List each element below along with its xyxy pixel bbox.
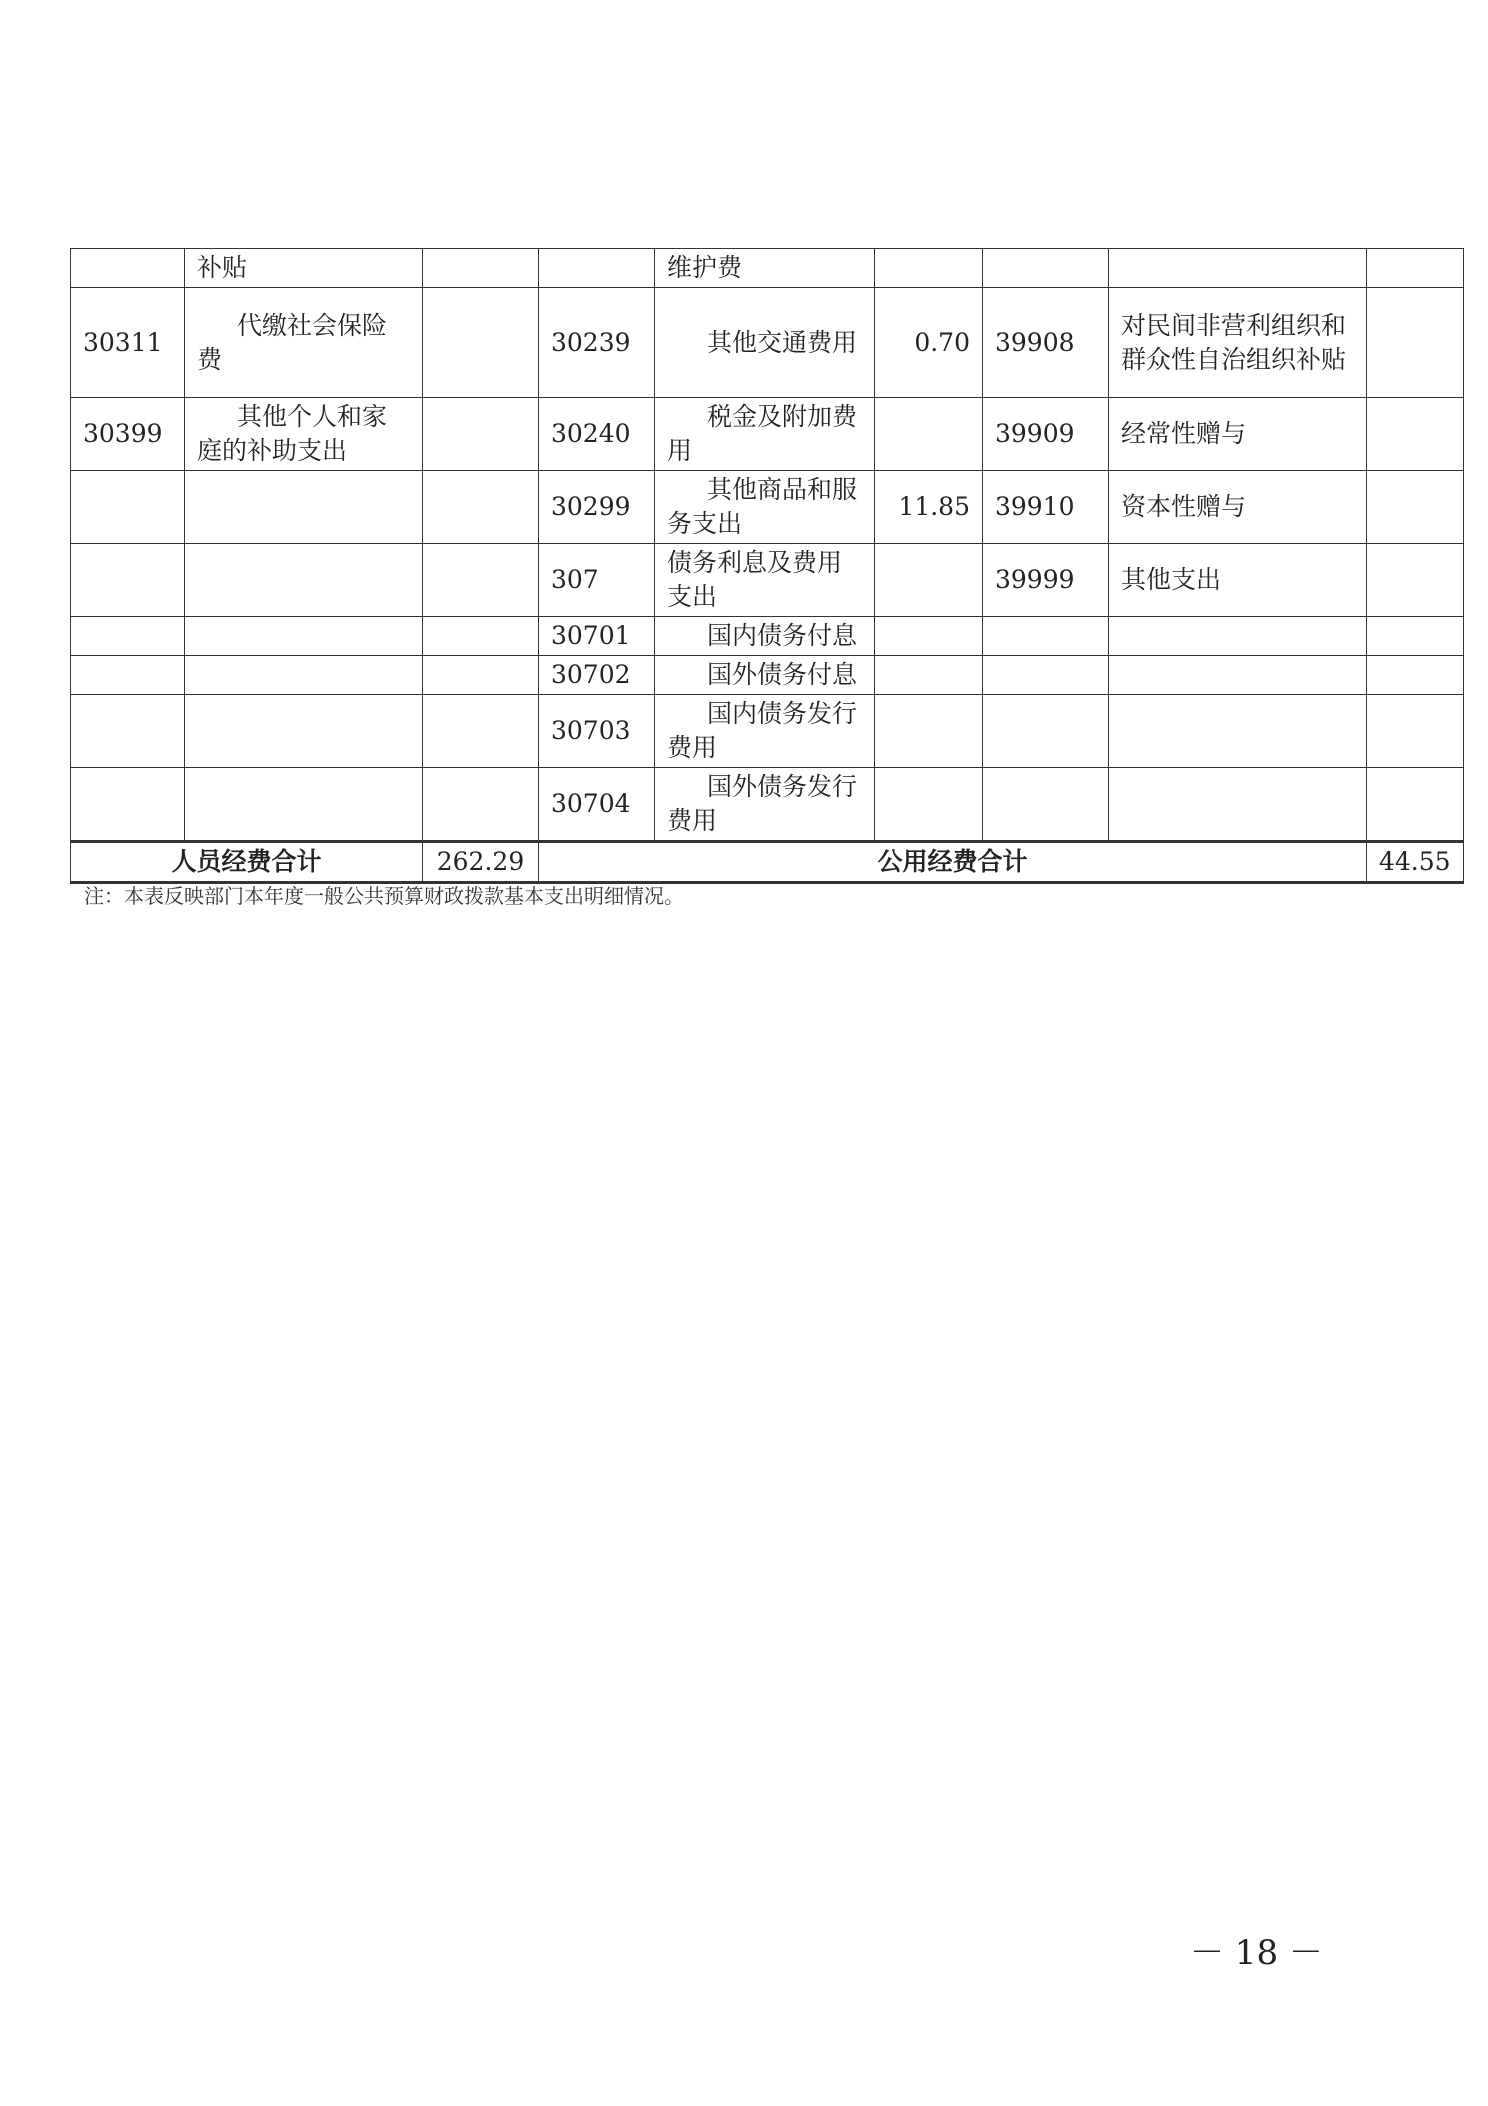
item-name: [185, 656, 423, 695]
econ-code: 30703: [539, 695, 655, 768]
econ-code: [539, 249, 655, 288]
amount: [423, 249, 539, 288]
amount: [423, 288, 539, 398]
table-row: [71, 398, 1464, 471]
personnel-total-label: 人员经费合计: [71, 842, 423, 883]
item-name: [1109, 695, 1367, 768]
amount: [1367, 471, 1464, 544]
amount: [1367, 398, 1464, 471]
amount: [875, 249, 983, 288]
econ-code: 30299: [539, 471, 655, 544]
personnel-total-value: 262.29: [423, 842, 539, 883]
econ-code: [983, 617, 1109, 656]
amount: [875, 695, 983, 768]
item-name: 维护费: [655, 249, 875, 288]
amount: [875, 768, 983, 842]
item-name: [185, 471, 423, 544]
item-name: [1109, 656, 1367, 695]
amount: [1367, 656, 1464, 695]
amount: 0.70: [875, 288, 983, 398]
item-name: [1109, 768, 1367, 842]
item-name: 国外债务付息: [655, 656, 875, 695]
item-name: [185, 617, 423, 656]
item-name: 债务利息及费用支出: [655, 544, 875, 617]
item-name: 资本性赠与: [1109, 471, 1367, 544]
econ-code: [983, 656, 1109, 695]
econ-code: 30399: [71, 398, 185, 471]
econ-code: [71, 249, 185, 288]
item-name: 税金及附加费用: [655, 398, 875, 471]
econ-code: [71, 471, 185, 544]
item-name: 其他交通费用: [655, 288, 875, 398]
amount: [1367, 768, 1464, 842]
item-name: 补贴: [185, 249, 423, 288]
amount: [1367, 544, 1464, 617]
econ-code: 39999: [983, 544, 1109, 617]
amount: [423, 656, 539, 695]
econ-code: 307: [539, 544, 655, 617]
table-row: [71, 288, 1464, 398]
item-name: 国外债务发行费用: [655, 768, 875, 842]
table-row: [71, 617, 1464, 656]
econ-code: [71, 617, 185, 656]
econ-code: 39908: [983, 288, 1109, 398]
budget-expenditure-table: [70, 248, 1464, 884]
econ-code: 39910: [983, 471, 1109, 544]
amount: [423, 695, 539, 768]
econ-code: 30240: [539, 398, 655, 471]
item-name: 国内债务付息: [655, 617, 875, 656]
item-name: 经常性赠与: [1109, 398, 1367, 471]
public-total-label: 公用经费合计: [539, 842, 1367, 883]
econ-code: 39909: [983, 398, 1109, 471]
amount: [1367, 617, 1464, 656]
amount: [1367, 249, 1464, 288]
table-row: [71, 544, 1464, 617]
table-row: [71, 695, 1464, 768]
amount: [875, 398, 983, 471]
table-row: [71, 656, 1464, 695]
econ-code: 30704: [539, 768, 655, 842]
totals-row: [71, 842, 1464, 883]
amount: [1367, 695, 1464, 768]
econ-code: 30702: [539, 656, 655, 695]
amount: [423, 544, 539, 617]
amount: [423, 768, 539, 842]
item-name: 对民间非营利组织和群众性自治组织补贴: [1109, 288, 1367, 398]
public-total-value: 44.55: [1367, 842, 1464, 883]
item-name: [185, 544, 423, 617]
amount: [423, 471, 539, 544]
table-row: [71, 768, 1464, 842]
item-name: 其他商品和服务支出: [655, 471, 875, 544]
item-name: [185, 695, 423, 768]
table-row: [71, 471, 1464, 544]
item-name: [1109, 249, 1367, 288]
amount: [423, 398, 539, 471]
econ-code: [983, 695, 1109, 768]
item-name: [1109, 617, 1367, 656]
table-note: 注：本表反映部门本年度一般公共预算财政拨款基本支出明细情况。: [84, 884, 684, 908]
page-number: － 18 －: [1190, 1933, 1323, 1973]
amount: [1367, 288, 1464, 398]
econ-code: [71, 656, 185, 695]
econ-code: 30311: [71, 288, 185, 398]
amount: [875, 544, 983, 617]
item-name: 其他支出: [1109, 544, 1367, 617]
table-row: [71, 249, 1464, 288]
econ-code: [71, 544, 185, 617]
item-name: 代缴社会保险费: [185, 288, 423, 398]
amount: 11.85: [875, 471, 983, 544]
amount: [875, 617, 983, 656]
econ-code: [983, 249, 1109, 288]
econ-code: [71, 695, 185, 768]
item-name: 国内债务发行费用: [655, 695, 875, 768]
econ-code: [983, 768, 1109, 842]
item-name: [185, 768, 423, 842]
amount: [423, 617, 539, 656]
econ-code: [71, 768, 185, 842]
econ-code: 30701: [539, 617, 655, 656]
econ-code: 30239: [539, 288, 655, 398]
amount: [875, 656, 983, 695]
item-name: 其他个人和家庭的补助支出: [185, 398, 423, 471]
